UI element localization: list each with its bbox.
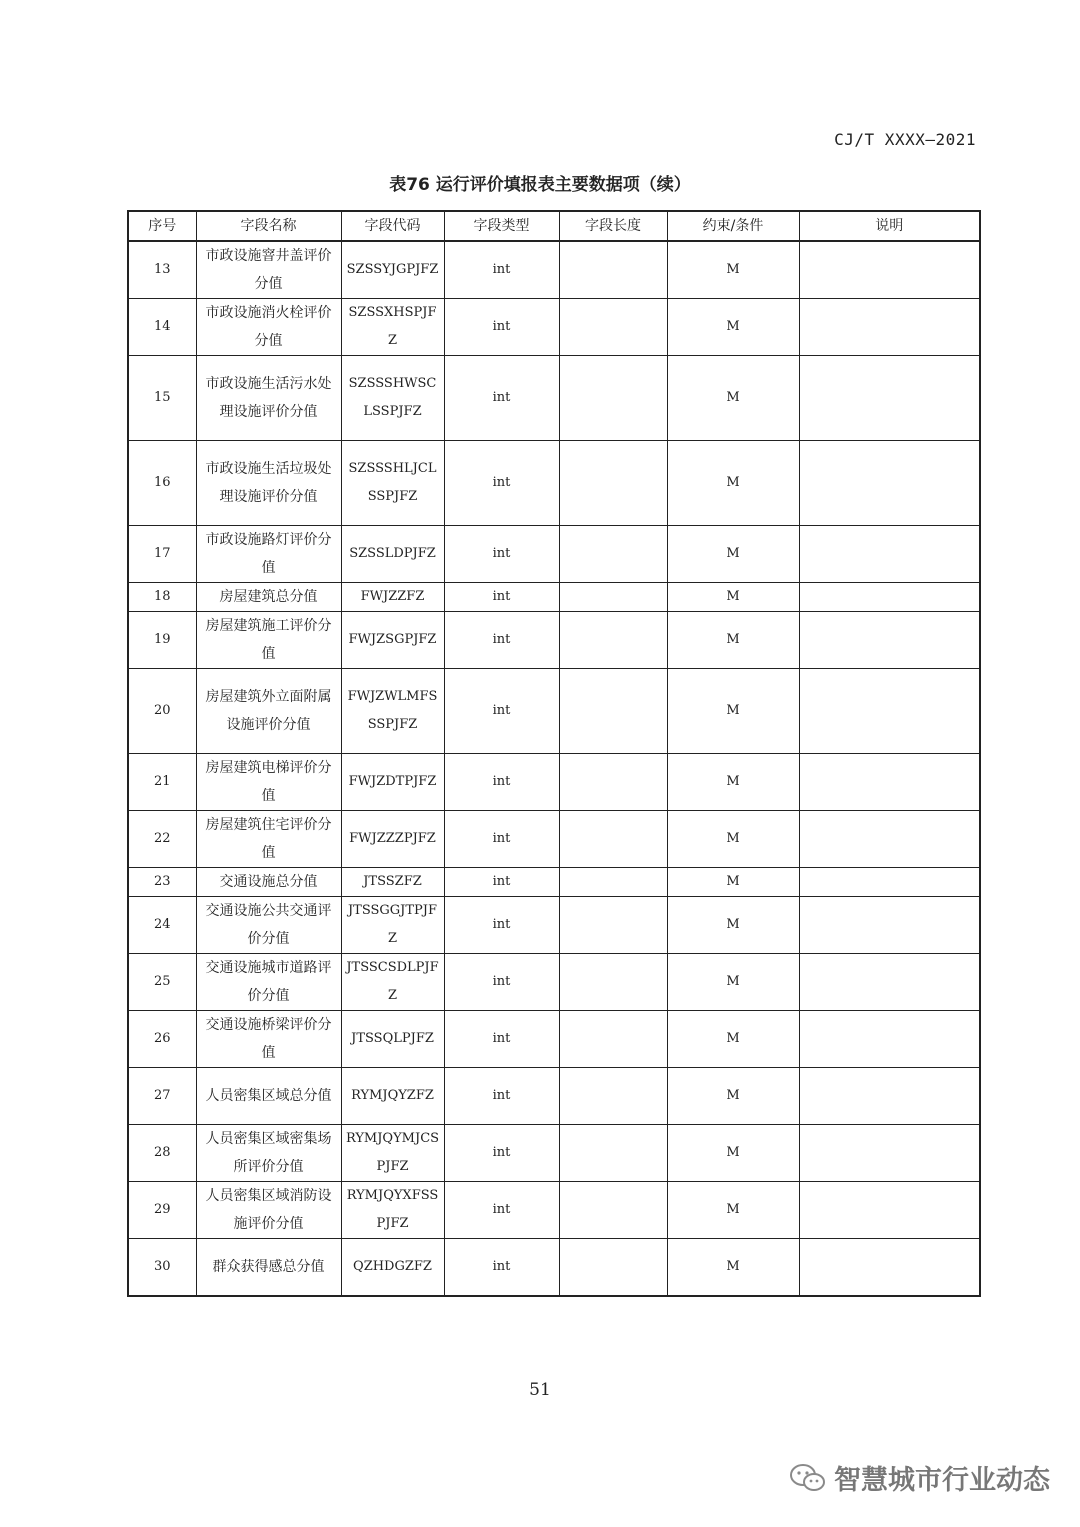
constraint-cell: M: [667, 241, 799, 299]
table-row: [128, 241, 980, 299]
note-cell: [799, 1011, 980, 1068]
field-name-cell: 人员密集区域总分值: [196, 1068, 341, 1125]
field-code-cell: FWJZZFZ: [341, 583, 444, 612]
field-name-cell: 交通设施桥梁评价分值: [196, 1011, 341, 1068]
table-row: [128, 954, 980, 1011]
data-items-table: [127, 210, 981, 1297]
column-header: 字段类型: [444, 211, 559, 241]
field-type-cell: int: [444, 583, 559, 612]
column-header: 字段代码: [341, 211, 444, 241]
wechat-icon: [790, 1463, 826, 1493]
column-header: 字段长度: [559, 211, 667, 241]
field-name-cell: 交通设施城市道路评价分值: [196, 954, 341, 1011]
note-cell: [799, 1125, 980, 1182]
constraint-cell: M: [667, 583, 799, 612]
note-cell: [799, 1239, 980, 1297]
field-name-cell: 市政设施消火栓评价分值: [196, 299, 341, 356]
table-row: [128, 1068, 980, 1125]
field-code-cell: JTSSGGJTPJFZ: [341, 897, 444, 954]
field-name-cell: 群众获得感总分值: [196, 1239, 341, 1297]
field-length-cell: [559, 811, 667, 868]
table-row: [128, 299, 980, 356]
table-row: [128, 583, 980, 612]
constraint-cell: M: [667, 441, 799, 526]
constraint-cell: M: [667, 754, 799, 811]
field-type-cell: int: [444, 1011, 559, 1068]
field-code-cell: JTSSCSDLPJFZ: [341, 954, 444, 1011]
field-length-cell: [559, 299, 667, 356]
field-name-cell: 交通设施总分值: [196, 868, 341, 897]
note-cell: [799, 583, 980, 612]
constraint-cell: M: [667, 868, 799, 897]
field-name-cell: 交通设施公共交通评价分值: [196, 897, 341, 954]
field-code-cell: FWJZWLMFSSSPJFZ: [341, 669, 444, 754]
note-cell: [799, 356, 980, 441]
row-number-cell: 13: [128, 241, 196, 299]
field-type-cell: int: [444, 1068, 559, 1125]
row-number-cell: 20: [128, 669, 196, 754]
field-length-cell: [559, 669, 667, 754]
field-type-cell: int: [444, 868, 559, 897]
note-cell: [799, 526, 980, 583]
column-header: 序号: [128, 211, 196, 241]
page-number: 51: [529, 1380, 551, 1400]
field-name-cell: 人员密集区域密集场所评价分值: [196, 1125, 341, 1182]
table-row: [128, 669, 980, 754]
table-row: [128, 1182, 980, 1239]
constraint-cell: M: [667, 299, 799, 356]
constraint-cell: M: [667, 1125, 799, 1182]
field-type-cell: int: [444, 954, 559, 1011]
row-number-cell: 14: [128, 299, 196, 356]
field-code-cell: RYMJQYMJCSPJFZ: [341, 1125, 444, 1182]
table-row: [128, 1011, 980, 1068]
field-name-cell: 市政设施路灯评价分值: [196, 526, 341, 583]
field-length-cell: [559, 1011, 667, 1068]
field-type-cell: int: [444, 897, 559, 954]
field-code-cell: QZHDGZFZ: [341, 1239, 444, 1297]
table-row: [128, 897, 980, 954]
note-cell: [799, 1182, 980, 1239]
field-code-cell: JTSSQLPJFZ: [341, 1011, 444, 1068]
table-row: [128, 811, 980, 868]
constraint-cell: M: [667, 1182, 799, 1239]
row-number-cell: 25: [128, 954, 196, 1011]
row-number-cell: 24: [128, 897, 196, 954]
table-row: [128, 868, 980, 897]
constraint-cell: M: [667, 1068, 799, 1125]
field-type-cell: int: [444, 1239, 559, 1297]
field-code-cell: SZSSXHSPJFZ: [341, 299, 444, 356]
table-header-row: [128, 211, 980, 241]
field-name-cell: 房屋建筑外立面附属设施评价分值: [196, 669, 341, 754]
field-length-cell: [559, 954, 667, 1011]
constraint-cell: M: [667, 526, 799, 583]
constraint-cell: M: [667, 1011, 799, 1068]
field-type-cell: int: [444, 811, 559, 868]
constraint-cell: M: [667, 356, 799, 441]
row-number-cell: 22: [128, 811, 196, 868]
field-name-cell: 市政设施生活垃圾处理设施评价分值: [196, 441, 341, 526]
field-code-cell: RYMJQYXFSSPJFZ: [341, 1182, 444, 1239]
table-row: [128, 1239, 980, 1297]
note-cell: [799, 241, 980, 299]
field-code-cell: JTSSZFZ: [341, 868, 444, 897]
table-row: [128, 1125, 980, 1182]
note-cell: [799, 954, 980, 1011]
field-length-cell: [559, 1239, 667, 1297]
field-code-cell: RYMJQYZFZ: [341, 1068, 444, 1125]
field-length-cell: [559, 868, 667, 897]
field-length-cell: [559, 1182, 667, 1239]
watermark: [790, 1458, 1050, 1497]
table-title: 表76 运行评价填报表主要数据项（续）: [389, 175, 691, 195]
field-length-cell: [559, 241, 667, 299]
field-name-cell: 房屋建筑住宅评价分值: [196, 811, 341, 868]
field-name-cell: 市政设施窨井盖评价分值: [196, 241, 341, 299]
constraint-cell: M: [667, 669, 799, 754]
document-code: CJ/T XXXX—2021: [834, 130, 976, 149]
note-cell: [799, 897, 980, 954]
field-name-cell: 房屋建筑电梯评价分值: [196, 754, 341, 811]
field-length-cell: [559, 754, 667, 811]
table-row: [128, 526, 980, 583]
constraint-cell: M: [667, 954, 799, 1011]
column-header: 说明: [799, 211, 980, 241]
row-number-cell: 21: [128, 754, 196, 811]
note-cell: [799, 612, 980, 669]
field-name-cell: 市政设施生活污水处理设施评价分值: [196, 356, 341, 441]
field-length-cell: [559, 356, 667, 441]
note-cell: [799, 868, 980, 897]
field-type-cell: int: [444, 669, 559, 754]
constraint-cell: M: [667, 897, 799, 954]
field-length-cell: [559, 1068, 667, 1125]
table-row: [128, 612, 980, 669]
field-type-cell: int: [444, 1125, 559, 1182]
note-cell: [799, 811, 980, 868]
row-number-cell: 16: [128, 441, 196, 526]
column-header: 字段名称: [196, 211, 341, 241]
row-number-cell: 27: [128, 1068, 196, 1125]
field-length-cell: [559, 897, 667, 954]
row-number-cell: 19: [128, 612, 196, 669]
field-length-cell: [559, 583, 667, 612]
row-number-cell: 28: [128, 1125, 196, 1182]
field-type-cell: int: [444, 526, 559, 583]
note-cell: [799, 299, 980, 356]
row-number-cell: 15: [128, 356, 196, 441]
field-type-cell: int: [444, 1182, 559, 1239]
field-code-cell: FWJZSGPJFZ: [341, 612, 444, 669]
row-number-cell: 30: [128, 1239, 196, 1297]
field-name-cell: 人员密集区域消防设施评价分值: [196, 1182, 341, 1239]
field-type-cell: int: [444, 754, 559, 811]
constraint-cell: M: [667, 1239, 799, 1297]
field-length-cell: [559, 612, 667, 669]
column-header: 约束/条件: [667, 211, 799, 241]
table-row: [128, 356, 980, 441]
table-row: [128, 754, 980, 811]
field-type-cell: int: [444, 356, 559, 441]
field-length-cell: [559, 1125, 667, 1182]
field-code-cell: FWJZZZPJFZ: [341, 811, 444, 868]
row-number-cell: 29: [128, 1182, 196, 1239]
field-type-cell: int: [444, 612, 559, 669]
field-type-cell: int: [444, 441, 559, 526]
constraint-cell: M: [667, 612, 799, 669]
field-name-cell: 房屋建筑施工评价分值: [196, 612, 341, 669]
field-code-cell: SZSSYJGPJFZ: [341, 241, 444, 299]
field-name-cell: 房屋建筑总分值: [196, 583, 341, 612]
row-number-cell: 26: [128, 1011, 196, 1068]
row-number-cell: 23: [128, 868, 196, 897]
note-cell: [799, 669, 980, 754]
row-number-cell: 17: [128, 526, 196, 583]
watermark-text: 智慧城市行业动态: [834, 1465, 1050, 1496]
note-cell: [799, 441, 980, 526]
field-code-cell: SZSSLDPJFZ: [341, 526, 444, 583]
row-number-cell: 18: [128, 583, 196, 612]
note-cell: [799, 1068, 980, 1125]
field-code-cell: SZSSSHWSCLSSPJFZ: [341, 356, 444, 441]
note-cell: [799, 754, 980, 811]
constraint-cell: M: [667, 811, 799, 868]
field-type-cell: int: [444, 241, 559, 299]
field-code-cell: FWJZDTPJFZ: [341, 754, 444, 811]
field-type-cell: int: [444, 299, 559, 356]
field-code-cell: SZSSSHLJCLSSPJFZ: [341, 441, 444, 526]
field-length-cell: [559, 441, 667, 526]
field-length-cell: [559, 526, 667, 583]
table-row: [128, 441, 980, 526]
